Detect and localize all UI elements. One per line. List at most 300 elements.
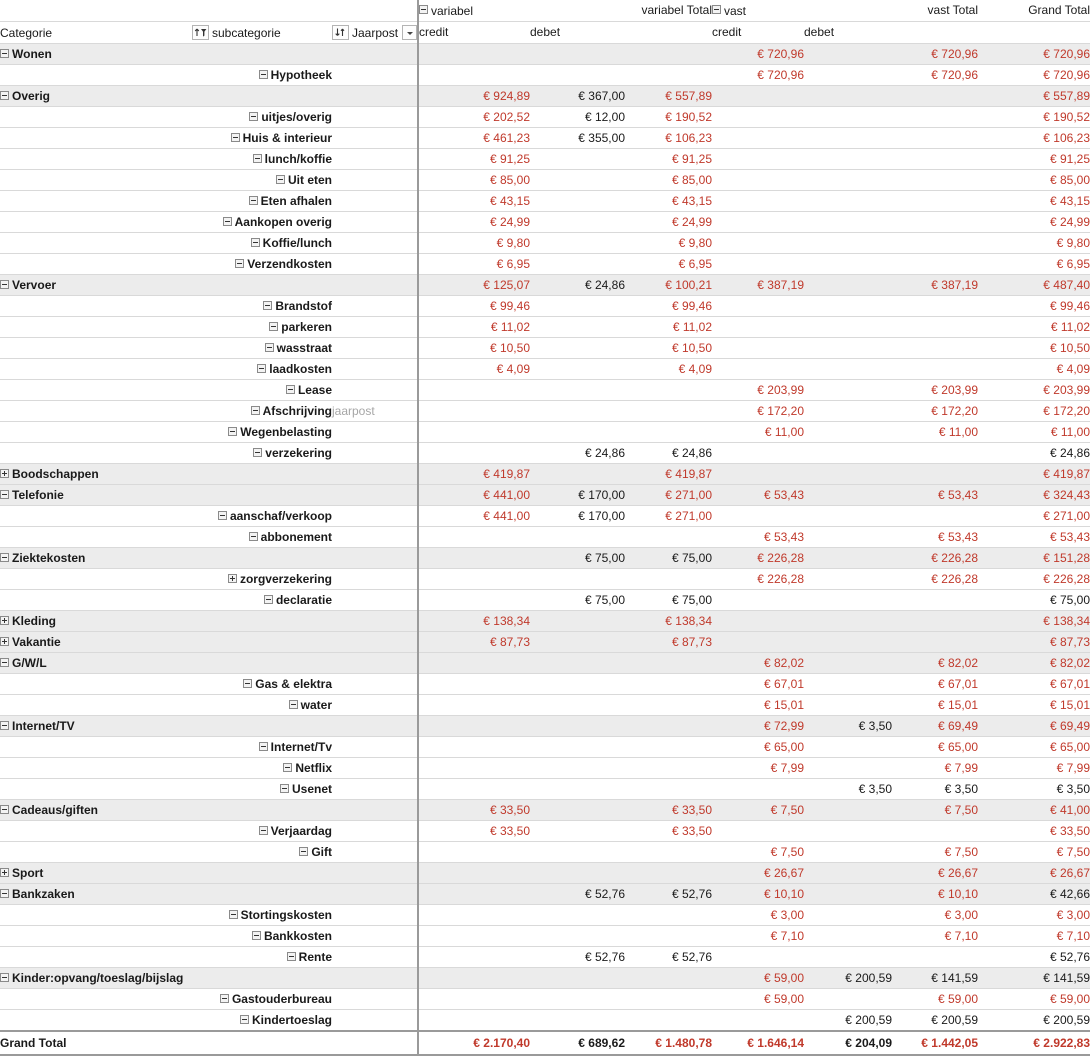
cell-grand-total: € 99,46 (978, 295, 1090, 316)
cell-grand-total: € 85,00 (978, 169, 1090, 190)
collapse-minus-icon[interactable] (0, 280, 9, 289)
cell-jaarpost (332, 568, 418, 589)
cell-jaarpost (332, 1031, 418, 1055)
cell-categorie (0, 736, 192, 757)
cell-vast-total: € 226,28 (892, 547, 978, 568)
cell-categorie (0, 190, 192, 211)
subcategory-row (0, 673, 1090, 694)
subheader-vast-total-blank (892, 21, 978, 43)
cell-subcategorie[interactable] (192, 127, 332, 148)
column-group-vast[interactable]: vast (712, 0, 892, 21)
cell-categorie[interactable] (0, 610, 192, 631)
cell-categorie[interactable] (0, 484, 192, 505)
cell-vast-debet (804, 316, 892, 337)
cell-vast-debet (804, 148, 892, 169)
collapse-minus-icon[interactable] (712, 5, 721, 14)
cell-subcategorie[interactable] (192, 358, 332, 379)
subcategory-row (0, 106, 1090, 127)
cell-subcategorie[interactable] (192, 820, 332, 841)
cell-vast-credit (712, 631, 804, 652)
subcategory-row (0, 841, 1090, 862)
collapse-minus-icon[interactable] (0, 490, 9, 499)
cell-jaarpost (332, 379, 418, 400)
subcategory-row (0, 988, 1090, 1009)
collapse-minus-icon[interactable] (283, 763, 292, 772)
cell-variabel-debet (530, 862, 625, 883)
cell-subcategorie[interactable] (192, 925, 332, 946)
cell-variabel-credit: € 441,00 (418, 505, 530, 526)
cell-categorie[interactable] (0, 463, 192, 484)
cell-vast-total (892, 946, 978, 967)
cell-variabel-credit (418, 526, 530, 547)
cell-categorie (0, 358, 192, 379)
cell-subcategorie[interactable] (192, 589, 332, 610)
cell-variabel-debet: € 75,00 (530, 547, 625, 568)
collapse-minus-icon[interactable] (249, 112, 258, 121)
cell-variabel-total: € 419,87 (625, 463, 712, 484)
cell-jaarpost (332, 778, 418, 799)
cell-grand-total: € 720,96 (978, 43, 1090, 64)
cell-variabel-credit (418, 736, 530, 757)
cell-variabel-debet (530, 757, 625, 778)
cell-subcategorie[interactable] (192, 190, 332, 211)
cell-subcategorie[interactable] (192, 673, 332, 694)
subcategory-row (0, 757, 1090, 778)
collapse-minus-icon[interactable] (259, 70, 268, 79)
cell-subcategorie[interactable] (192, 442, 332, 463)
cell-subcategorie[interactable] (192, 232, 332, 253)
cell-vast-credit: € 72,99 (712, 715, 804, 736)
cell-grand-total: € 7,10 (978, 925, 1090, 946)
collapse-minus-icon[interactable] (289, 700, 298, 709)
cell-categorie (0, 694, 192, 715)
cell-variabel-total: € 100,21 (625, 274, 712, 295)
subheader-vast-credit: credit (712, 21, 804, 43)
cell-subcategorie[interactable] (192, 988, 332, 1009)
cell-categorie (0, 295, 192, 316)
cell-variabel-credit (418, 841, 530, 862)
cell-jaarpost (332, 799, 418, 820)
subcategorie-label: Koffie/lunch (262, 235, 332, 250)
cell-jaarpost (332, 694, 418, 715)
cell-jaarpost (332, 169, 418, 190)
cell-variabel-total (625, 778, 712, 799)
collapse-minus-icon[interactable] (223, 217, 232, 226)
cell-subcategorie[interactable] (192, 379, 332, 400)
cell-variabel-debet: € 24,86 (530, 442, 625, 463)
subcategorie-label: laadkosten (269, 361, 332, 376)
cell-vast-total: € 200,59 (892, 1009, 978, 1031)
cell-subcategorie[interactable] (192, 736, 332, 757)
cell-categorie (0, 127, 192, 148)
cell-variabel-total: € 6,95 (625, 253, 712, 274)
cell-jaarpost (332, 967, 418, 988)
cell-categorie[interactable] (0, 715, 192, 736)
cell-subcategorie[interactable] (192, 778, 332, 799)
cell-vast-total: € 7,50 (892, 799, 978, 820)
collapse-minus-icon[interactable] (235, 259, 244, 268)
categorie-label: Telefonie (12, 487, 64, 502)
cell-subcategorie[interactable] (192, 253, 332, 274)
cell-subcategorie (192, 883, 332, 904)
cell-variabel-credit: € 33,50 (418, 799, 530, 820)
cell-vast-total (892, 211, 978, 232)
cell-categorie[interactable] (0, 631, 192, 652)
cell-grand-total: € 557,89 (978, 85, 1090, 106)
cell-categorie[interactable] (0, 967, 192, 988)
cell-variabel-debet (530, 64, 625, 85)
cell-jaarpost (332, 946, 418, 967)
expand-plus-icon[interactable] (228, 574, 237, 583)
expand-plus-icon[interactable] (0, 469, 9, 478)
cell-vast-credit (712, 232, 804, 253)
subheader-vast-debet: debet (804, 21, 892, 43)
collapse-minus-icon[interactable] (0, 805, 9, 814)
cell-variabel-total: € 24,99 (625, 211, 712, 232)
collapse-minus-icon[interactable] (0, 553, 9, 562)
column-field-header-row (0, 21, 1090, 43)
subcategory-row (0, 379, 1090, 400)
cell-subcategorie[interactable] (192, 757, 332, 778)
cell-variabel-credit (418, 925, 530, 946)
cell-variabel-debet (530, 463, 625, 484)
collapse-minus-icon[interactable] (257, 364, 266, 373)
subcategorie-label: Huis & interieur (242, 130, 332, 145)
cell-variabel-total: € 91,25 (625, 148, 712, 169)
collapse-minus-icon[interactable] (252, 931, 261, 940)
cell-variabel-debet (530, 694, 625, 715)
cell-categorie (0, 568, 192, 589)
collapse-minus-icon[interactable] (287, 952, 296, 961)
cell-vast-credit: € 387,19 (712, 274, 804, 295)
cell-subcategorie[interactable] (192, 400, 332, 421)
cell-grand-total: € 200,59 (978, 1009, 1090, 1031)
cell-jaarpost (332, 295, 418, 316)
cell-vast-debet (804, 694, 892, 715)
cell-subcategorie[interactable] (192, 316, 332, 337)
cell-grand-total: € 7,99 (978, 757, 1090, 778)
cell-vast-credit (712, 463, 804, 484)
collapse-minus-icon[interactable] (243, 679, 252, 688)
row-field-subcategorie[interactable]: subcategorie (192, 21, 332, 43)
cell-jaarpost (332, 526, 418, 547)
cell-categorie (0, 148, 192, 169)
cell-categorie[interactable] (0, 85, 192, 106)
cell-variabel-total (625, 736, 712, 757)
sort-ascending-icon[interactable] (332, 25, 349, 40)
cell-subcategorie[interactable] (192, 526, 332, 547)
collapse-minus-icon[interactable] (269, 322, 278, 331)
subcategorie-label: Gift (311, 844, 332, 859)
cell-subcategorie[interactable] (192, 694, 332, 715)
cell-variabel-credit (418, 421, 530, 442)
cell-vast-credit: € 53,43 (712, 526, 804, 547)
subcategorie-label: Usenet (291, 781, 332, 796)
cell-variabel-total (625, 862, 712, 883)
cell-variabel-credit (418, 64, 530, 85)
cell-vast-debet (804, 505, 892, 526)
collapse-minus-icon[interactable] (263, 301, 272, 310)
collapse-minus-icon[interactable] (276, 175, 285, 184)
subcategorie-label: verzekering (265, 445, 332, 460)
cell-vast-credit (712, 505, 804, 526)
collapse-minus-icon[interactable] (253, 154, 262, 163)
cell-subcategorie (192, 484, 332, 505)
cell-variabel-debet (530, 652, 625, 673)
cell-vast-total: € 59,00 (892, 988, 978, 1009)
cell-jaarpost[interactable] (332, 400, 418, 421)
cell-vast-credit (712, 148, 804, 169)
cell-vast-credit: € 10,10 (712, 883, 804, 904)
collapse-minus-icon[interactable] (240, 1015, 249, 1024)
cell-vast-debet (804, 904, 892, 925)
cell-variabel-credit (418, 967, 530, 988)
expand-plus-icon[interactable] (0, 616, 9, 625)
expand-plus-icon[interactable] (0, 637, 9, 646)
cell-variabel-credit (418, 379, 530, 400)
cell-categorie[interactable] (0, 862, 192, 883)
subcategorie-label: Gastouderbureau (231, 991, 332, 1006)
cell-variabel-debet (530, 316, 625, 337)
cell-grand-total: € 53,43 (978, 526, 1090, 547)
cell-vast-credit (712, 589, 804, 610)
cell-grand-total: € 52,76 (978, 946, 1090, 967)
cell-variabel-credit (418, 442, 530, 463)
cell-grand-total: € 11,02 (978, 316, 1090, 337)
cell-grand-total: € 87,73 (978, 631, 1090, 652)
collapse-minus-icon[interactable] (286, 385, 295, 394)
collapse-minus-icon[interactable] (228, 427, 237, 436)
cell-variabel-credit: € 441,00 (418, 484, 530, 505)
collapse-minus-icon[interactable] (0, 973, 9, 982)
cell-vast-total (892, 610, 978, 631)
subcategory-row (0, 127, 1090, 148)
cell-jaarpost (332, 547, 418, 568)
cell-grand-total: € 15,01 (978, 694, 1090, 715)
cell-subcategorie[interactable] (192, 211, 332, 232)
collapse-minus-icon[interactable] (249, 196, 258, 205)
collapse-minus-icon[interactable] (220, 994, 229, 1003)
cell-categorie (0, 232, 192, 253)
cell-subcategorie[interactable] (192, 337, 332, 358)
cell-categorie[interactable] (0, 43, 192, 64)
cell-vast-credit: € 720,96 (712, 64, 804, 85)
cell-categorie[interactable] (0, 652, 192, 673)
cell-variabel-total (625, 400, 712, 421)
collapse-minus-icon[interactable] (249, 532, 258, 541)
cell-variabel-credit: € 85,00 (418, 169, 530, 190)
cell-vast-debet (804, 946, 892, 967)
cell-variabel-debet (530, 379, 625, 400)
cell-subcategorie[interactable] (192, 505, 332, 526)
cell-subcategorie (192, 631, 332, 652)
cell-jaarpost (332, 988, 418, 1009)
collapse-minus-icon[interactable] (218, 511, 227, 520)
collapse-minus-icon[interactable] (419, 5, 428, 14)
cell-variabel-total: € 75,00 (625, 589, 712, 610)
cell-categorie (0, 946, 192, 967)
cell-jaarpost (332, 862, 418, 883)
cell-variabel-total (625, 421, 712, 442)
subcategorie-label: uitjes/overig (261, 109, 332, 124)
row-field-jaarpost[interactable]: Jaarpost (332, 21, 418, 43)
cell-categorie (0, 169, 192, 190)
row-field-categorie[interactable]: Categorie (0, 21, 192, 43)
cell-vast-credit: € 65,00 (712, 736, 804, 757)
cell-subcategorie[interactable] (192, 148, 332, 169)
cell-categorie (0, 316, 192, 337)
cell-jaarpost (332, 757, 418, 778)
collapse-minus-icon[interactable] (231, 133, 240, 142)
categorie-label: Grand Total (0, 1035, 67, 1050)
collapse-minus-icon[interactable] (265, 343, 274, 352)
cell-vast-debet (804, 925, 892, 946)
cell-subcategorie[interactable] (192, 568, 332, 589)
cell-categorie (0, 442, 192, 463)
column-group-header-row (0, 0, 1090, 21)
category-row (0, 883, 1090, 904)
cell-subcategorie (192, 862, 332, 883)
collapse-minus-icon[interactable] (280, 784, 289, 793)
cell-variabel-total: € 87,73 (625, 631, 712, 652)
collapse-minus-icon[interactable] (264, 595, 273, 604)
cell-jaarpost (332, 841, 418, 862)
cell-grand-total: € 43,15 (978, 190, 1090, 211)
cell-categorie[interactable] (0, 799, 192, 820)
collapse-minus-icon[interactable] (259, 826, 268, 835)
cell-vast-debet (804, 610, 892, 631)
cell-grand-total: € 9,80 (978, 232, 1090, 253)
cell-variabel-total (625, 64, 712, 85)
cell-grand-total: € 82,02 (978, 652, 1090, 673)
cell-variabel-total (625, 526, 712, 547)
cell-categorie[interactable] (0, 883, 192, 904)
subcategory-row (0, 337, 1090, 358)
cell-variabel-debet (530, 925, 625, 946)
cell-jaarpost (332, 106, 418, 127)
cell-jaarpost (332, 484, 418, 505)
cell-jaarpost (332, 505, 418, 526)
collapse-minus-icon[interactable] (0, 49, 9, 58)
cell-vast-debet (804, 463, 892, 484)
cell-jaarpost (332, 673, 418, 694)
cell-categorie (0, 757, 192, 778)
cell-jaarpost (332, 589, 418, 610)
cell-vast-debet: € 200,59 (804, 1009, 892, 1031)
cell-subcategorie[interactable] (192, 421, 332, 442)
cell-categorie[interactable] (0, 1031, 192, 1055)
category-row (0, 967, 1090, 988)
cell-variabel-total (625, 1009, 712, 1031)
cell-categorie (0, 106, 192, 127)
cell-variabel-credit (418, 694, 530, 715)
cell-subcategorie (192, 547, 332, 568)
cell-vast-debet (804, 85, 892, 106)
cell-vast-total (892, 85, 978, 106)
cell-variabel-total: € 106,23 (625, 127, 712, 148)
cell-categorie (0, 337, 192, 358)
collapse-minus-icon[interactable] (251, 238, 260, 247)
cell-vast-total: € 7,10 (892, 925, 978, 946)
cell-vast-debet (804, 988, 892, 1009)
cell-vast-total (892, 148, 978, 169)
cell-variabel-debet: € 52,76 (530, 883, 625, 904)
cell-variabel-debet (530, 337, 625, 358)
cell-subcategorie[interactable] (192, 169, 332, 190)
subcategorie-label: Stortingskosten (240, 907, 332, 922)
cell-vast-total (892, 106, 978, 127)
cell-vast-debet (804, 421, 892, 442)
collapse-minus-icon[interactable] (0, 658, 9, 667)
cell-variabel-debet (530, 232, 625, 253)
subcategorie-label: water (300, 697, 332, 712)
subcategory-row (0, 232, 1090, 253)
cell-variabel-total (625, 379, 712, 400)
cell-subcategorie[interactable] (192, 946, 332, 967)
collapse-minus-icon[interactable] (259, 742, 268, 751)
subheader-variabel-debet: debet (530, 21, 625, 43)
subcategory-row (0, 211, 1090, 232)
collapse-minus-icon[interactable] (253, 448, 262, 457)
collapse-minus-icon[interactable] (251, 406, 260, 415)
cell-jaarpost (332, 337, 418, 358)
column-group-variabel[interactable]: variabel (418, 0, 625, 21)
cell-jaarpost (332, 904, 418, 925)
cell-subcategorie[interactable] (192, 106, 332, 127)
cell-vast-total: € 65,00 (892, 736, 978, 757)
expand-plus-icon[interactable] (0, 868, 9, 877)
subcategorie-label: Kindertoeslag (251, 1012, 332, 1027)
cell-categorie[interactable] (0, 547, 192, 568)
cell-grand-total: € 151,28 (978, 547, 1090, 568)
subcategory-row (0, 904, 1090, 925)
category-row (0, 631, 1090, 652)
cell-variabel-total: € 33,50 (625, 799, 712, 820)
cell-subcategorie[interactable] (192, 64, 332, 85)
collapse-minus-icon[interactable] (299, 847, 308, 856)
cell-jaarpost (332, 652, 418, 673)
cell-subcategorie (192, 967, 332, 988)
sort-filter-icon[interactable] (192, 25, 209, 40)
subcategory-row (0, 316, 1090, 337)
cell-subcategorie[interactable] (192, 1009, 332, 1031)
cell-variabel-credit (418, 400, 530, 421)
cell-categorie (0, 400, 192, 421)
cell-categorie[interactable] (0, 274, 192, 295)
cell-variabel-debet (530, 820, 625, 841)
collapse-minus-icon[interactable] (229, 910, 238, 919)
cell-subcategorie[interactable] (192, 841, 332, 862)
cell-subcategorie[interactable] (192, 904, 332, 925)
subcategorie-label: declaratie (275, 592, 332, 607)
cell-grand-total: € 419,87 (978, 463, 1090, 484)
cell-vast-credit: € 172,20 (712, 400, 804, 421)
cell-categorie (0, 379, 192, 400)
cell-variabel-debet (530, 904, 625, 925)
categorie-label: Ziektekosten (12, 550, 86, 565)
collapse-minus-icon[interactable] (0, 889, 9, 898)
collapse-minus-icon[interactable] (0, 91, 9, 100)
cell-vast-total: € 26,67 (892, 862, 978, 883)
cell-categorie (0, 211, 192, 232)
collapse-minus-icon[interactable] (0, 721, 9, 730)
cell-variabel-credit: € 6,95 (418, 253, 530, 274)
cell-variabel-credit (418, 862, 530, 883)
cell-jaarpost (332, 736, 418, 757)
chevron-down-icon[interactable] (402, 25, 417, 40)
cell-vast-total: € 67,01 (892, 673, 978, 694)
cell-subcategorie[interactable] (192, 295, 332, 316)
